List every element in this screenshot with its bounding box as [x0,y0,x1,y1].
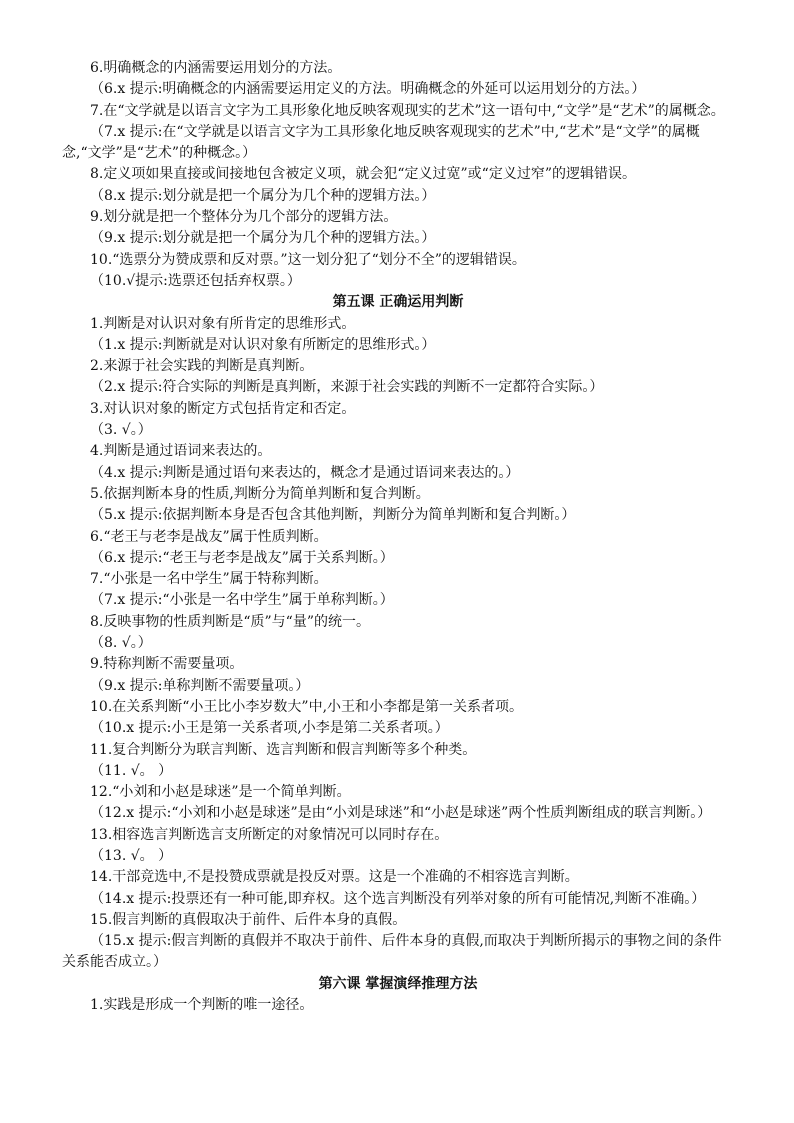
answer-hint: （9.x 提示:单称判断不需要量项。） [90,677,310,694]
question-item: 1.判断是对认识对象有所肯定的思维形式。 [90,315,356,332]
answer-hint: （5.x 提示:依据判断本身是否包含其他判断，判断分为简单判断和复合判断。） [90,507,576,524]
question-item: 9.特称判断不需要量项。 [90,656,244,673]
answer-hint: （1.x 提示:判断就是对认识对象有所断定的思维形式。） [90,336,436,353]
lesson-heading: 第六课 掌握演绎推理方法 [318,975,478,992]
question-item: 2.来源于社会实践的判断是真判断。 [90,358,314,375]
question-item: 11.复合判断分为联言判断、选言判断和假言判断等多个种类。 [90,741,477,758]
lesson-heading: 第五课 正确运用判断 [332,294,464,311]
answer-hint: （11. √。 ） [90,762,173,779]
question-item: 8.定义项如果直接或间接地包含被定义项，就会犯“定义过宽”或“定义过窄”的逻辑错误。 [90,166,636,183]
question-item: 15.假言判断的真假取决于前件、后件本身的真假。 [90,911,407,928]
question-item: 10.在关系判断“小王比小李岁数大”中,小王和小李都是第一关系者项。 [90,698,524,715]
question-item: 14.干部竞选中,不是投赞成票就是投反对票。这是一个准确的不相容选言判断。 [90,869,579,886]
answer-hint: （13. √。 ） [90,847,173,864]
answer-hint: （6.x 提示:明确概念的内涵需要运用定义的方法。明确概念的外延可以运用划分的方法。） [90,81,646,98]
question-item: 9.划分就是把一个整体分为几个部分的逻辑方法。 [90,209,398,226]
answer-hint: （7.x 提示:“小张是一名中学生”属于单称判断。） [90,592,394,609]
answer-hint: （14.x 提示:投票还有一种可能,即弃权。这个选言判断没有列举对象的所有可能情况,判断不准确。） [90,890,706,907]
question-item: 7.在“文学就是以语言文字为工具形象化地反映客观现实的艺术”这一语句中,“文学”是“艺术”的属概念。 [90,102,725,119]
question-item: 6.明确概念的内涵需要运用划分的方法。 [90,60,342,76]
question-item: 5.依据判断本身的性质,判断分为简单判断和复合判断。 [90,485,430,502]
question-item: 4.判断是通过语词来表达的。 [90,443,272,460]
question-item: 13.相容选言判断选言支所断定的对象情况可以同时存在。 [90,826,449,843]
answer-hint: （3. √。） [90,422,152,439]
answer-hint: （8. √。） [90,635,152,652]
answer-hint: （12.x 提示:“小刘和小赵是球迷”是由“小刘是球迷”和“小赵是球迷”两个性质判断组成的联言判断。） [90,805,712,822]
question-item: 3.对认识对象的断定方式包括肯定和否定。 [90,400,356,417]
answer-hint: （7.x 提示:在“文学就是以语言文字为工具形象化地反映客观现实的艺术”中,“艺术”是“文学”的属概念,“文学”是“艺术”的种概念。） [62,123,700,162]
answer-hint: （9.x 提示:划分就是把一个属分为几个种的逻辑方法。） [90,230,436,247]
answer-hint: （10.x 提示:小王是第一关系者项,小李是第二关系者项。） [90,720,449,737]
document-page [62,58,734,1016]
question-item: 12.“小刘和小赵是球迷”是一个简单判断。 [90,784,351,801]
answer-hint: （2.x 提示:符合实际的判断是真判断，来源于社会实践的判断不一定都符合实际。） [90,379,604,396]
answer-hint: （10.√提示:选票还包括弃权票。） [90,272,301,289]
question-item: 1.实践是形成一个判断的唯一途径。 [90,997,314,1014]
question-item: 6.“老王与老李是战友”属于性质判断。 [90,528,328,545]
question-item: 8.反映事物的性质判断是“质”与“量”的统一。 [90,613,370,630]
answer-hint: （15.x 提示:假言判断的真假并不取决于前件、后件本身的真假,而取决于判断所揭示的事物之间的条件关系能否成立。） [62,933,722,971]
question-item: 7.“小张是一名中学生”属于特称判断。 [90,571,328,588]
answer-hint: （6.x 提示:“老王与老李是战友”属于关系判断。） [90,549,394,566]
answer-hint: （4.x 提示:判断是通过语句来表达的，概念才是通过语词来表达的。） [90,464,520,481]
answer-hint: （8.x 提示:划分就是把一个属分为几个种的逻辑方法。） [90,187,436,204]
question-item: 10.“选票分为赞成票和反对票。”这一划分犯了“划分不全”的逻辑错误。 [90,251,526,268]
